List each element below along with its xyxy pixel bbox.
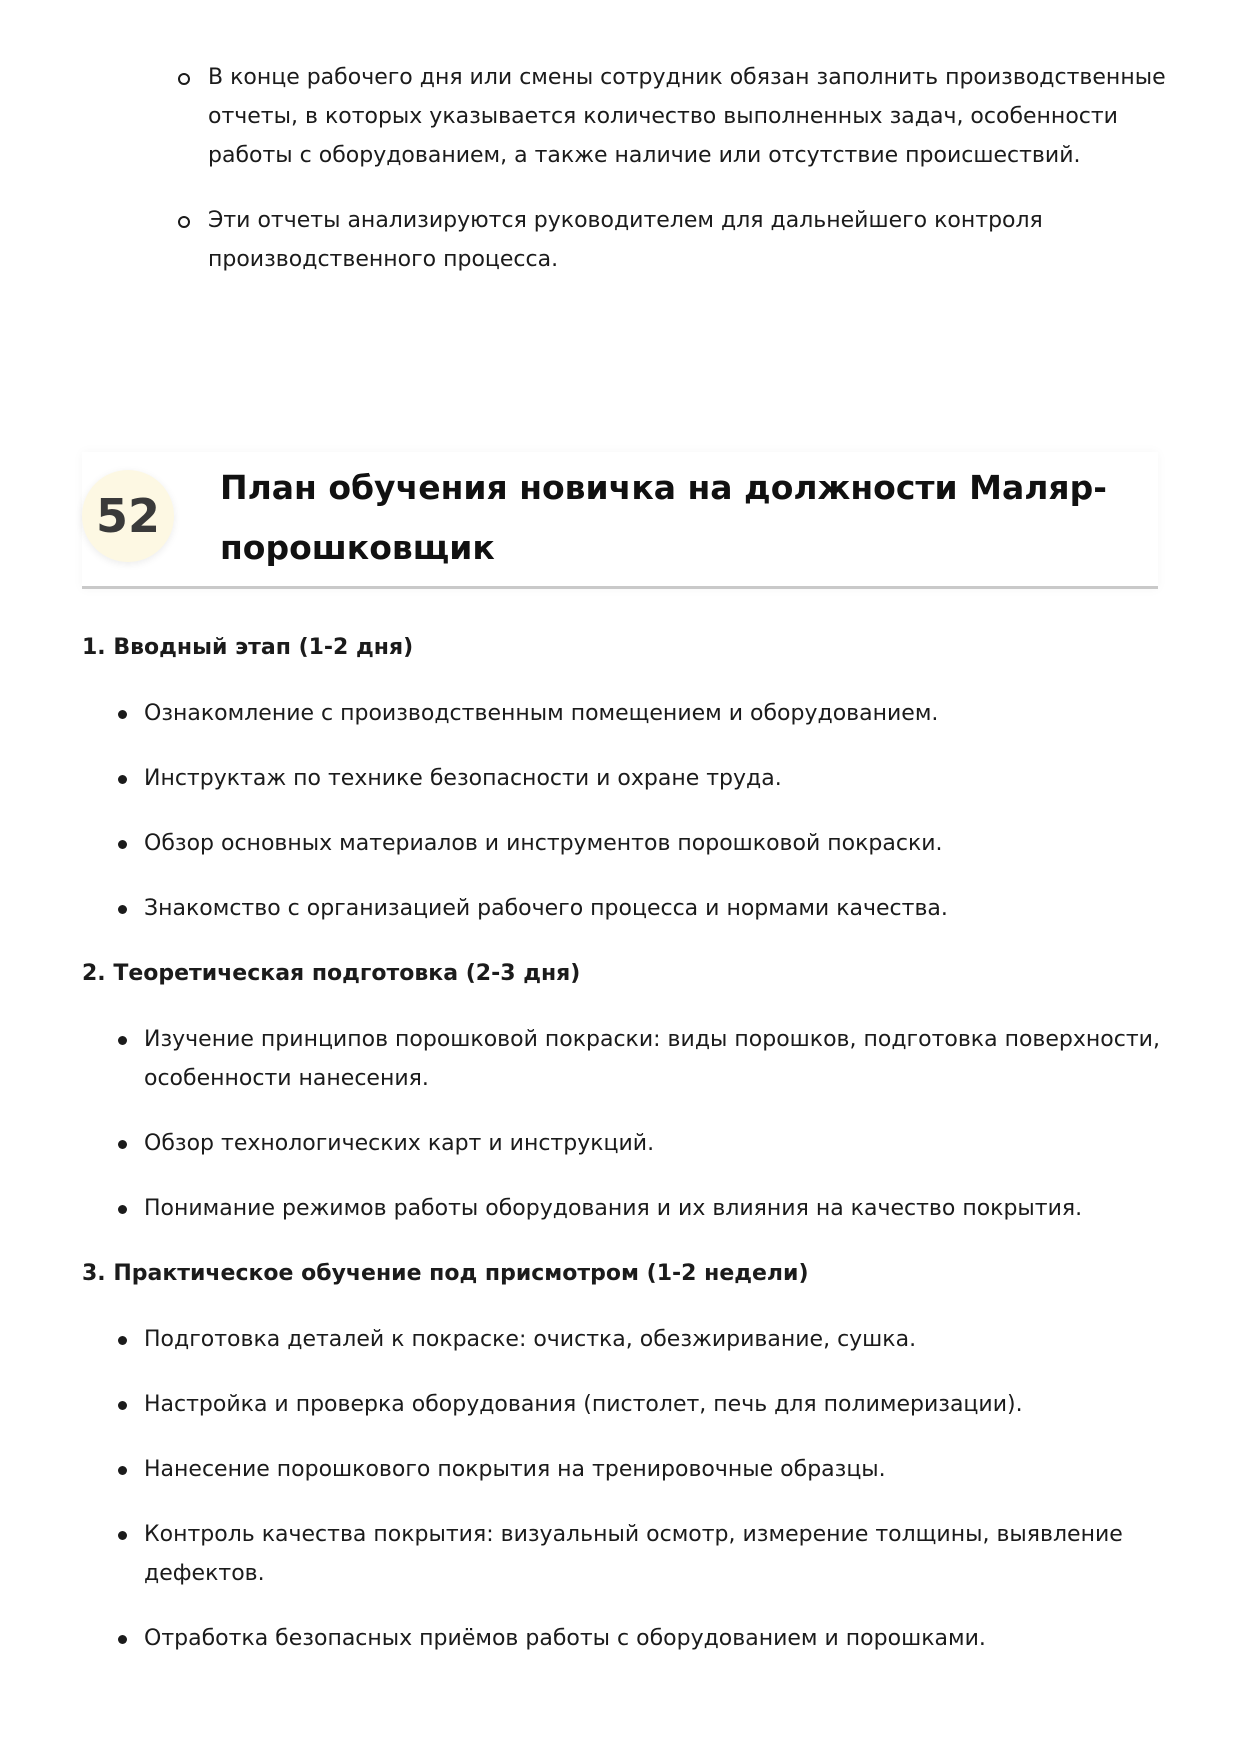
list-item: Подготовка деталей к покраске: очистка, обезжиривание, сушка. — [82, 1320, 1162, 1359]
list-item: Понимание режимов работы оборудования и их влияния на качество покрытия. — [82, 1189, 1162, 1228]
list-item: В конце рабочего дня или смены сотрудник обязан заполнить производственные отчеты, в которых указывается количество выполненных задач, особенности работы с оборудованием, а также наличие или отсутствие происшествий. — [178, 58, 1168, 175]
stage-list — [82, 1320, 1162, 1658]
list-item: Эти отчеты анализируются руководителем для дальнейшего контроля производственного процесса. — [178, 201, 1168, 279]
training-plan — [82, 628, 1162, 1684]
list-item: Изучение принципов порошковой покраски: виды порошков, подготовка поверхности, особенности нанесения. — [82, 1020, 1162, 1098]
stage-heading: 1. Вводный этап (1-2 дня) — [82, 635, 414, 660]
stage-list — [82, 694, 1162, 928]
stage-heading: 3. Практическое обучение под присмотром (1-2 недели) — [82, 1261, 809, 1286]
list-item: Нанесение порошкового покрытия на тренировочные образцы. — [82, 1450, 1162, 1489]
list-item: Инструктаж по технике безопасности и охране труда. — [82, 759, 1162, 798]
section-header — [82, 452, 1158, 589]
stage-heading: 2. Теоретическая подготовка (2-3 дня) — [82, 961, 581, 986]
list-item: Настройка и проверка оборудования (пистолет, печь для полимеризации). — [82, 1385, 1162, 1424]
list-item: Контроль качества покрытия: визуальный осмотр, измерение толщины, выявление дефектов. — [82, 1515, 1162, 1593]
stage-list — [82, 1020, 1162, 1228]
list-item: Знакомство с организацией рабочего процесса и нормами качества. — [82, 889, 1162, 928]
list-item: Ознакомление с производственным помещением и оборудованием. — [82, 694, 1162, 733]
continued-sub-list — [178, 58, 1168, 305]
list-item: Обзор основных материалов и инструментов порошковой покраски. — [82, 824, 1162, 863]
section-number-badge: 52 — [82, 470, 174, 562]
list-item: Отработка безопасных приёмов работы с оборудованием и порошками. — [82, 1619, 1162, 1658]
section-title: План обучения новичка на должности Маляр-порошковщик — [220, 468, 1107, 567]
list-item: Обзор технологических карт и инструкций. — [82, 1124, 1162, 1163]
